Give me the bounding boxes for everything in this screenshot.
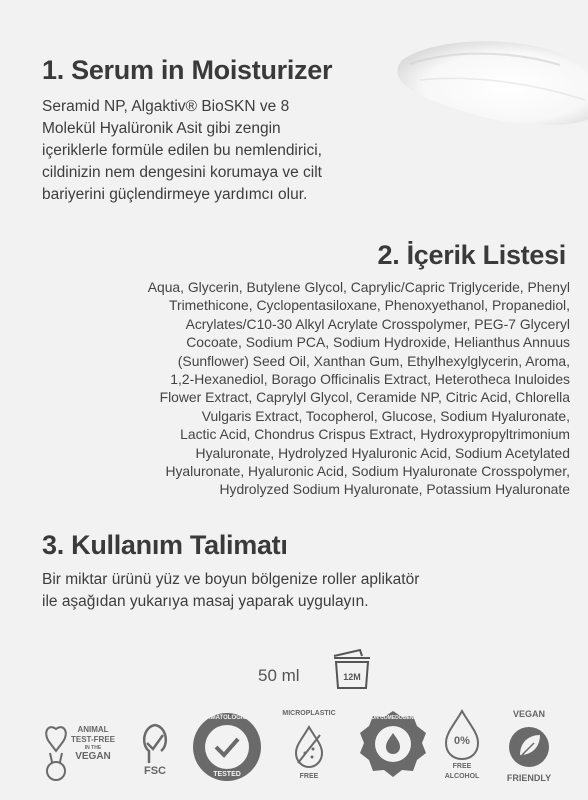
ingredients-list: Aqua, Glycerin, Butylene Glycol, Caprylic/Capric Triglyceride, Phenyl Trimethicone, Cyclopentasiloxane, Phenoxyethanol, Propanediol, Acrylates/C10-30 Alkyl Acrylate Crosspolymer, PEG-7 Glyceryl Cocoate, Sodium PCA, Sodium Hydroxide, Helianthus Annuus (Sunflower) Seed Oil, Xanthan Gum, Ethylhexylglycerin, Aroma, 1,2-Hexanediol, Borago Officinalis Extract, Heterotheca Inuloides Flower Extract, Caprylyl Glycol, Ceramide NP, Citric Acid, Chlorella Vulgaris Extract, Tocopherol, Glucose, Sodium Hyaluronate, Lactic Acid, Chondrus Crispus Extract, Hydroxypropyltrimonium Hyaluronate, Hydrolyzed Hyaluronic Acid, Sodium Acetylated Hyaluronate, Hyaluronic Acid, Sodium Hyaluronate Crosspolymer, Hydrolyzed Sodium Hyaluronate, Potassium Hyaluronate [147, 279, 570, 498]
alcohol-free-badge [434, 705, 490, 789]
section2-title: 2. İçerik Listesi [377, 240, 566, 270]
non-comedogenic-text: NON COMEDOGENIC [367, 715, 419, 721]
pao-jar-icon [330, 648, 374, 690]
non-comedogenic-badge [356, 705, 430, 789]
vegan-text: VEGAN [512, 709, 545, 719]
animal-line1: ANIMAL [77, 725, 109, 734]
animal-line4: VEGAN [75, 751, 111, 762]
microplastic-free-badge [272, 705, 346, 789]
usage-instructions: Bir miktar ürünü yüz ve boyun bölgenize roller aplikatör ile aşağıdan yukarıya masaj yaparak uygulayın. [42, 571, 420, 610]
certification-badges [40, 705, 560, 789]
fsc-label: FSC [144, 765, 166, 777]
derma-text: DERMATOLOGICALLY [198, 715, 262, 721]
cream-swatch-image [390, 20, 588, 130]
microplastic-free-text: FREE [299, 773, 319, 780]
animal-test-free-badge [40, 705, 114, 789]
volume-label: 50 ml [258, 666, 300, 685]
derma-tested: TESTED [213, 771, 241, 778]
fsc-badge [125, 705, 185, 789]
friendly-text: FRIENDLY [506, 773, 552, 783]
alcohol-label: ALCOHOL [444, 773, 480, 780]
section3-title: 3. Kullanım Talimatı [42, 530, 288, 560]
alcohol-free-label: FREE [452, 763, 472, 770]
alcohol-percent: 0% [454, 735, 470, 747]
dermatologically-tested-badge [190, 705, 264, 789]
section1-body: Seramid NP, Algaktiv® BioSKN ve 8 Molekül Hyalüronik Asit gibi zengin içeriklerle formüle edilen bu nemlendirici, cildinizin nem dengesini korumaya ve cilt bariyerini güçlendirmeye yardımcı olur. [42, 98, 322, 203]
pao-label: 12M [343, 672, 361, 682]
animal-line3: IN THE [84, 745, 102, 751]
microplastic-text: MICROPLASTIC [282, 710, 336, 717]
animal-line2: TEST-FREE [70, 735, 115, 744]
section1-title: 1. Serum in Moisturizer [42, 55, 333, 85]
vegan-friendly-badge [492, 705, 566, 789]
